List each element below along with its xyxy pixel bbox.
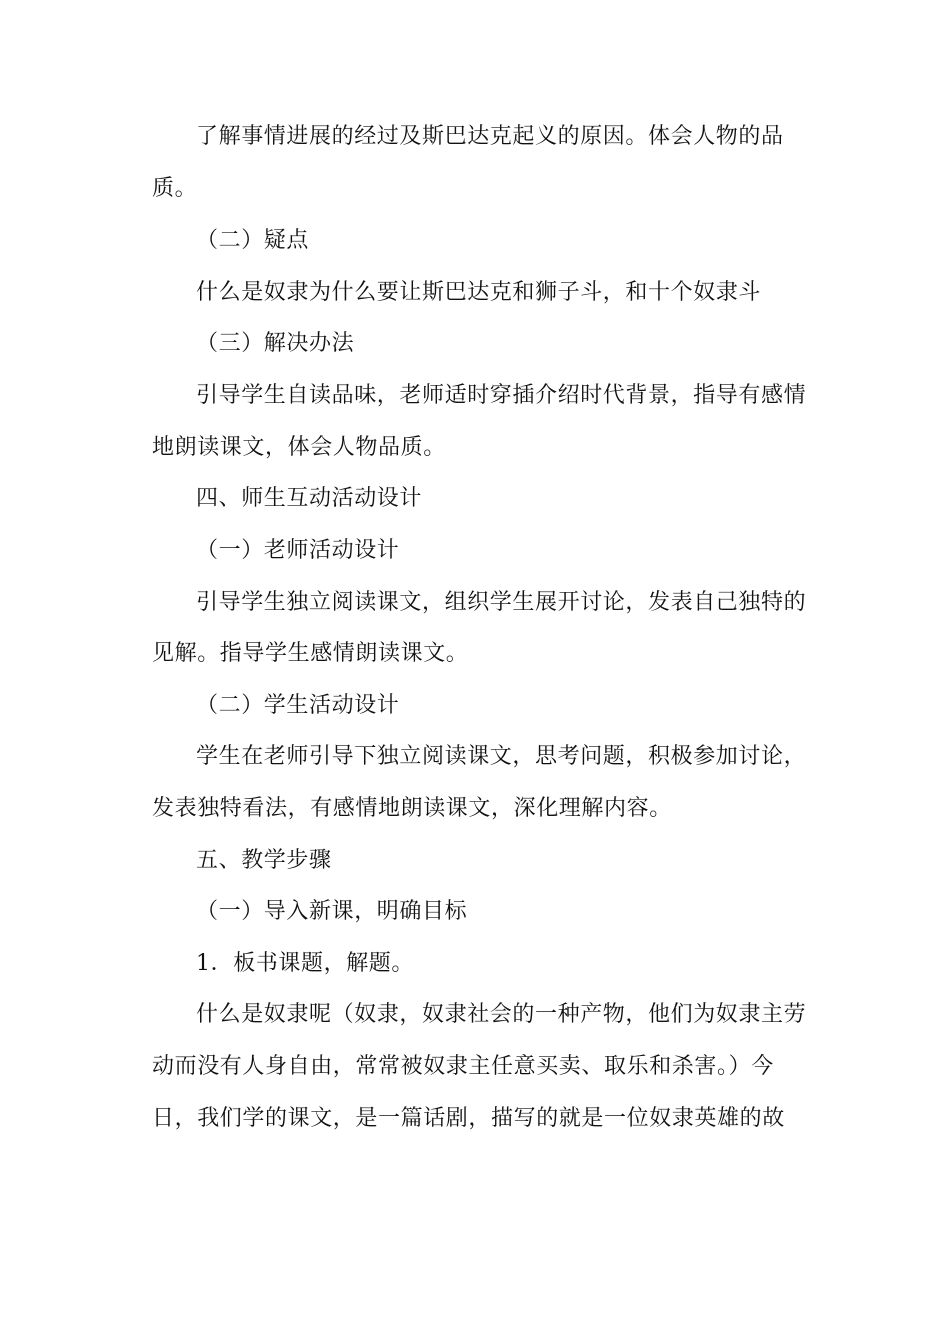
paragraph-line: 1．板书课题，解题。 (196, 951, 414, 976)
section-heading: 四、师生互动活动设计 (196, 486, 423, 511)
section-heading: （一）老师活动设计 (196, 538, 400, 563)
paragraph-line: 见解。指导学生感情朗读课文。 (152, 641, 469, 666)
paragraph-line: 什么是奴隶为什么要让斯巴达克和狮子斗，和十个奴隶斗 (196, 280, 762, 305)
section-heading: 五、教学步骤 (196, 848, 332, 873)
paragraph-line: 学生在老师引导下独立阅读课文，思考问题，积极参加讨论， (196, 744, 807, 769)
paragraph-line: 什么是奴隶呢（奴隶，奴隶社会的一种产物，他们为奴隶主劳 (196, 1002, 807, 1027)
section-heading: （二）疑点 (196, 228, 310, 253)
section-heading: （三）解决办法 (196, 331, 355, 356)
paragraph-line: 动而没有人身自由，常常被奴隶主任意买卖、取乐和杀害。）今 (152, 1054, 774, 1079)
paragraph-line: 了解事情进展的经过及斯巴达克起义的原因。体会人物的品 (196, 124, 784, 149)
paragraph-line: 日，我们学的课文，是一篇话剧，描写的就是一位奴隶英雄的故 (152, 1106, 785, 1131)
paragraph-line: 地朗读课文，体会人物品质。 (152, 435, 446, 460)
paragraph-line: 发表独特看法，有感情地朗读课文，深化理解内容。 (152, 796, 672, 821)
paragraph-line: 质。 (152, 176, 198, 201)
section-heading: （二）学生活动设计 (196, 693, 400, 718)
section-heading: （一）导入新课，明确目标 (196, 899, 468, 924)
paragraph-line: 引导学生独立阅读课文，组织学生展开讨论，发表自己独特的 (196, 590, 807, 615)
paragraph-line: 引导学生自读品味，老师适时穿插介绍时代背景，指导有感情 (196, 383, 807, 408)
